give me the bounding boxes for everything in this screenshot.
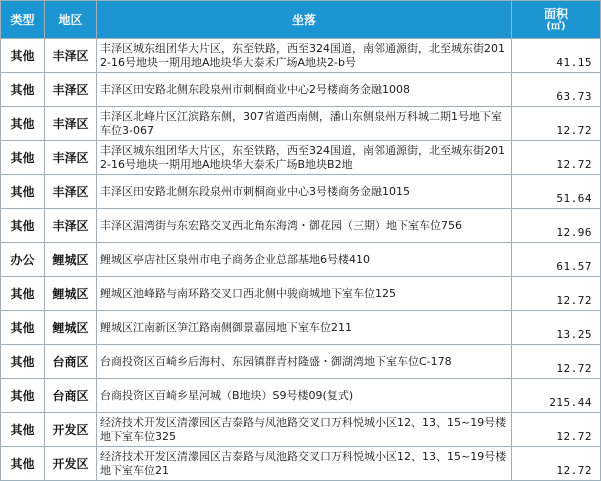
location-text: 丰泽区湄湾街与东宏路交叉西北角东海湾・御花园（三期）地下室车位756 xyxy=(100,218,462,232)
cell-district: 台商区 xyxy=(45,345,97,379)
cell-district: 丰泽区 xyxy=(45,39,97,73)
cell-district: 台商区 xyxy=(45,379,97,413)
cell-location xyxy=(97,379,512,413)
header-row xyxy=(1,1,601,39)
cell-type: 其他 xyxy=(1,311,45,345)
header-area xyxy=(512,1,601,39)
cell-district: 鲤城区 xyxy=(45,311,97,345)
cell-type: 其他 xyxy=(1,107,45,141)
table-row xyxy=(1,107,601,141)
header-area-label: 面积 xyxy=(543,7,568,21)
cell-type: 其他 xyxy=(1,39,45,73)
table-row xyxy=(1,277,601,311)
header-area-unit: (㎡) xyxy=(546,21,566,32)
location-text: 丰泽区田安路北侧东段泉州市刺桐商业中心3号楼商务金融1015 xyxy=(100,184,410,198)
cell-type: 其他 xyxy=(1,73,45,107)
table-row xyxy=(1,413,601,447)
location-text: 台商投资区百崎乡星河城（B地块）S9号楼09(复式) xyxy=(100,388,354,402)
cell-area: 12.72 xyxy=(512,447,601,481)
cell-area: 12.72 xyxy=(512,277,601,311)
table-row xyxy=(1,73,601,107)
header-location: 坐落 xyxy=(97,1,512,39)
header-type: 类型 xyxy=(1,1,45,39)
cell-location xyxy=(97,175,512,209)
cell-location xyxy=(97,277,512,311)
location-text: 鲤城区亭店社区泉州市电子商务企业总部基地6号楼410 xyxy=(100,252,370,266)
table-row xyxy=(1,243,601,277)
location-text: 丰泽区城东组团华大片区，东至铁路，西至324国道，南邻通源街，北至城东街2012-16号地块一期用地A地块华大泰禾广场A地块2-b号 xyxy=(100,41,505,69)
location-text: 丰泽区田安路北侧东段泉州市刺桐商业中心2号楼商务金融1008 xyxy=(100,82,410,96)
cell-location xyxy=(97,447,512,481)
cell-area: 12.72 xyxy=(512,107,601,141)
cell-area: 12.72 xyxy=(512,413,601,447)
cell-area: 12.72 xyxy=(512,345,601,379)
cell-location xyxy=(97,311,512,345)
cell-district: 丰泽区 xyxy=(45,107,97,141)
cell-location xyxy=(97,345,512,379)
location-text: 经济技术开发区清濛园区吉泰路与凤池路交叉口万科悦城小区12、13、15~19号楼地下室车位325 xyxy=(100,415,507,443)
table-body xyxy=(1,39,601,481)
cell-district: 开发区 xyxy=(45,447,97,481)
table-row xyxy=(1,209,601,243)
table-row xyxy=(1,311,601,345)
cell-type: 其他 xyxy=(1,141,45,175)
cell-location xyxy=(97,107,512,141)
cell-district: 鲤城区 xyxy=(45,277,97,311)
location-text: 丰泽区北峰片区江滨路东侧，307省道西南侧，潘山东侧泉州万科城二期1号地下室车位3-067 xyxy=(100,109,502,137)
table-row xyxy=(1,39,601,73)
cell-type: 其他 xyxy=(1,209,45,243)
location-text: 丰泽区城东组团华大片区，东至铁路，西至324国道，南邻通源街，北至城东街2012-16号地块一期用地A地块华大泰禾广场B地块B2地 xyxy=(100,143,505,171)
cell-area: 13.25 xyxy=(512,311,601,345)
cell-area: 51.64 xyxy=(512,175,601,209)
cell-type: 其他 xyxy=(1,447,45,481)
cell-type: 其他 xyxy=(1,345,45,379)
cell-district: 丰泽区 xyxy=(45,73,97,107)
cell-type: 其他 xyxy=(1,413,45,447)
cell-area: 12.96 xyxy=(512,209,601,243)
cell-type: 其他 xyxy=(1,175,45,209)
cell-type: 其他 xyxy=(1,277,45,311)
cell-district: 丰泽区 xyxy=(45,209,97,243)
cell-district: 开发区 xyxy=(45,413,97,447)
location-text: 台商投资区百崎乡后海村、东园镇群青村隆盛・御湖湾地下室车位C-178 xyxy=(100,354,452,368)
cell-area: 215.44 xyxy=(512,379,601,413)
cell-type: 办公 xyxy=(1,243,45,277)
table-row xyxy=(1,141,601,175)
table-row xyxy=(1,175,601,209)
table-header xyxy=(1,1,601,39)
cell-location xyxy=(97,413,512,447)
cell-district: 鲤城区 xyxy=(45,243,97,277)
location-text: 鲤城区池峰路与南环路交叉口西北侧中骏商城地下室车位125 xyxy=(100,286,396,300)
cell-district: 丰泽区 xyxy=(45,141,97,175)
location-text: 鲤城区江南新区笋江路南侧御景嘉园地下室车位211 xyxy=(100,320,352,334)
cell-location xyxy=(97,39,512,73)
table-row xyxy=(1,379,601,413)
cell-location xyxy=(97,73,512,107)
cell-area: 12.72 xyxy=(512,141,601,175)
header-district: 地区 xyxy=(45,1,97,39)
cell-area: 63.73 xyxy=(512,73,601,107)
cell-area: 61.57 xyxy=(512,243,601,277)
location-text: 经济技术开发区清濛园区吉泰路与凤池路交叉口万科悦城小区12、13、15~19号楼地下室车位21 xyxy=(100,449,507,477)
cell-location xyxy=(97,243,512,277)
cell-location xyxy=(97,141,512,175)
cell-type: 其他 xyxy=(1,379,45,413)
cell-area: 41.15 xyxy=(512,39,601,73)
cell-location xyxy=(97,209,512,243)
cell-district: 丰泽区 xyxy=(45,175,97,209)
table-row xyxy=(1,345,601,379)
table-row xyxy=(1,447,601,481)
